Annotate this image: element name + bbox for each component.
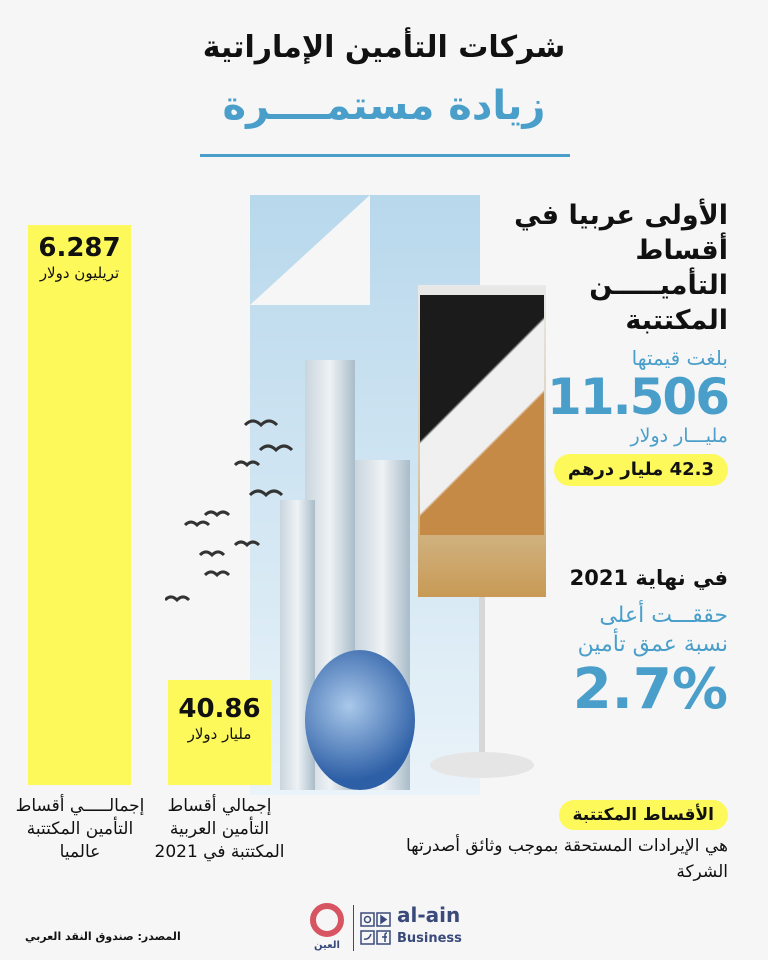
page-title: شركات التأمين الإماراتية (202, 30, 566, 65)
ranking-headline: الأولى عربيا في أقساط التأميـــــن المكتتبة (514, 200, 728, 337)
title-divider (200, 154, 570, 157)
social-icons (360, 912, 392, 946)
brand-name: al-ain (397, 903, 461, 927)
aed-value-pill: 42.3 مليار درهم (554, 454, 728, 485)
bar-value: 6.287 (38, 233, 121, 263)
bar-value: 40.86 (178, 694, 261, 724)
source-note: المصدر: صندوق النقد العربي (25, 930, 181, 943)
bar-global (28, 225, 131, 785)
definition-term: الأقساط المكتتبة (559, 800, 729, 830)
depth-text: نسبة عمق تأمين (577, 631, 728, 657)
bar-arab (168, 680, 271, 785)
brand-sub: Business (397, 931, 462, 946)
definition-text: هي الإيرادات المستحقة بموجب وثائق أصدرتها الشركة (405, 836, 728, 882)
achieved-text: حققـــت أعلى (599, 603, 728, 629)
depth-column (513, 565, 728, 721)
bar-label: إجمالي أقساط التأمين العربية المكتتبة في 2021 (154, 796, 285, 862)
birds-icon (165, 415, 305, 615)
value-usd: 11.506 (547, 368, 728, 427)
definition-block (388, 800, 728, 885)
depth-percent: 2.7% (572, 657, 728, 723)
dome-building-illustration (305, 650, 415, 790)
banner-pole (479, 597, 485, 757)
logo-divider (353, 905, 354, 951)
value-intro: بلغت قيمتها (631, 346, 728, 371)
brand-arabic: العين (314, 940, 340, 951)
bar-unit: مليار دولار (187, 725, 252, 744)
bar-unit: تريليون دولار (39, 264, 120, 283)
banner-base (430, 752, 534, 778)
year-note: في نهاية 2021 (569, 566, 728, 590)
page-subtitle: زيادة مستمــــرة (222, 83, 546, 129)
ranking-column (513, 198, 728, 486)
value-unit: مليـــار دولار (630, 425, 728, 448)
bar-label: إجمالـــــي أقساط التأمين المكتتبة عالميا (15, 796, 145, 862)
al-ain-logo-icon (310, 903, 344, 937)
